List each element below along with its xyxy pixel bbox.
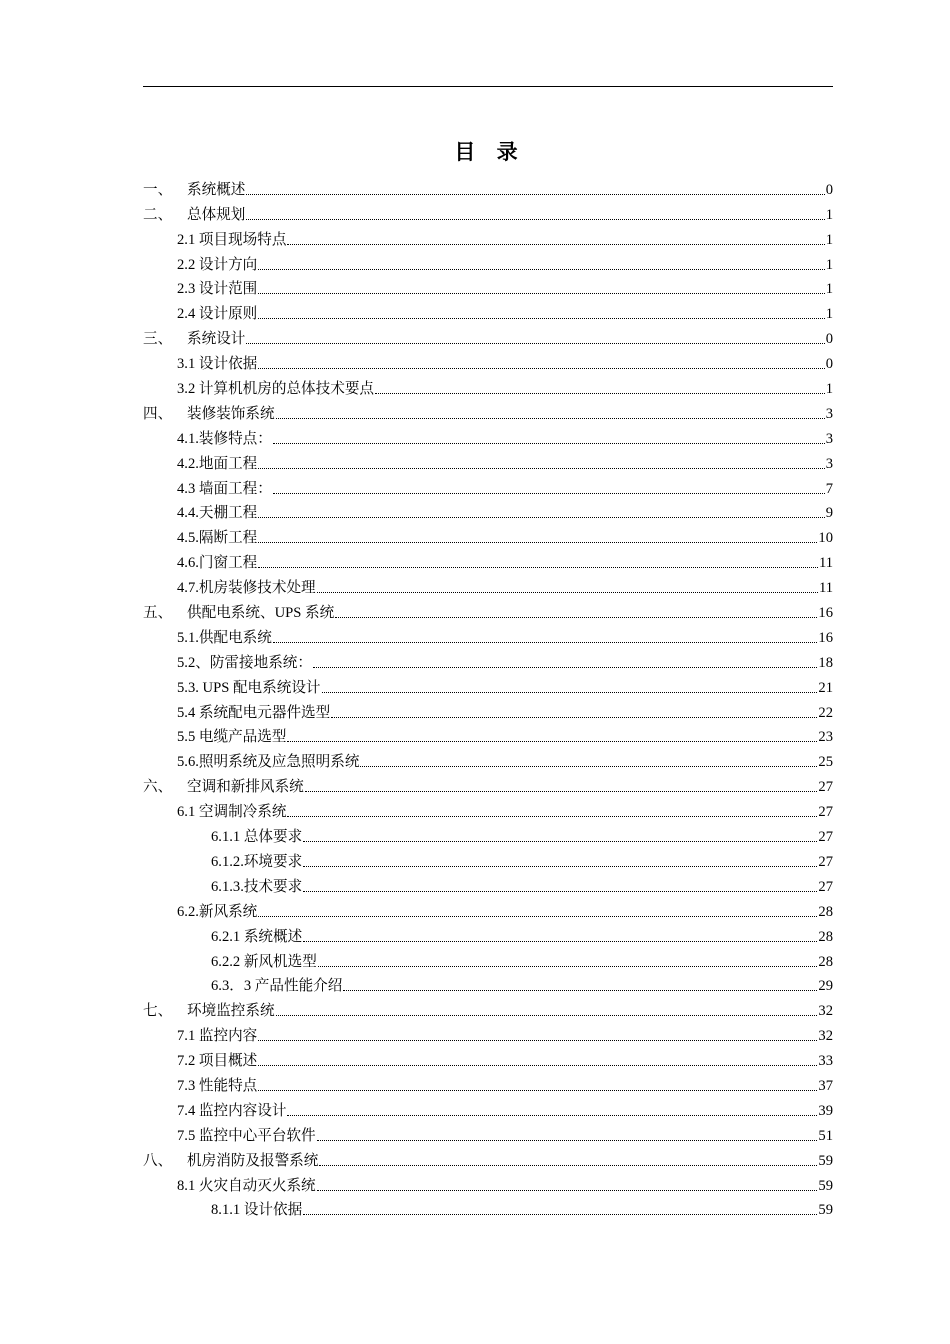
toc-dot-leader	[258, 916, 817, 917]
toc-entry-title: 6.1.2.环境要求	[211, 853, 303, 870]
toc-entry-title: 7.2 项目概述	[177, 1053, 258, 1070]
toc-entry-page-number: 7	[825, 480, 833, 497]
toc-dot-leader	[276, 1015, 818, 1016]
toc-dot-leader	[303, 1214, 817, 1215]
toc-entry-title: 供配电系统、UPS 系统	[187, 605, 335, 622]
toc-entry-page-number: 3	[825, 405, 833, 422]
toc-entry-page-number: 28	[818, 903, 833, 920]
toc-entry-title: 4.6.门窗工程	[177, 555, 258, 572]
toc-entry-title: 8.1 火灾自动灭火系统	[177, 1177, 316, 1194]
toc-entry-page-number: 32	[818, 1003, 833, 1020]
toc-entry-page-number: 27	[818, 804, 833, 821]
toc-entry[interactable]	[143, 946, 833, 971]
toc-entry-title: 6.1.3.技术要求	[211, 878, 303, 895]
toc-entry[interactable]	[143, 298, 833, 323]
toc-entry-title: 8.1.1 设计依据	[211, 1202, 303, 1219]
toc-entry-title: 4.4.天棚工程	[177, 505, 258, 522]
toc-entry[interactable]	[143, 398, 833, 423]
toc-entry-page-number: 59	[818, 1152, 833, 1169]
toc-entry-number: 三、	[143, 331, 173, 348]
toc-entry-title: 6.2.1 系统概述	[211, 928, 303, 945]
toc-entry-number: 六、	[143, 779, 173, 796]
toc-dot-leader	[303, 941, 817, 942]
toc-entry-number: 七、	[143, 1003, 173, 1020]
toc-entry-page-number: 23	[818, 729, 833, 746]
toc-entry-title: 7.5 监控中心平台软件	[177, 1127, 316, 1144]
toc-entry-title: 7.4 监控内容设计	[177, 1102, 287, 1119]
toc-dot-leader	[375, 393, 825, 394]
toc-entry[interactable]	[143, 821, 833, 846]
toc-entry-title: 5.2、防雷接地系统：	[177, 654, 312, 671]
toc-entry[interactable]	[143, 647, 833, 672]
toc-entry-title: 2.3 设计范围	[177, 281, 258, 298]
toc-entry[interactable]	[143, 522, 833, 547]
toc-entry-title: 5.5 电缆产品选型	[177, 729, 287, 746]
toc-entry-page-number: 27	[818, 853, 833, 870]
toc-entry[interactable]	[143, 1120, 833, 1145]
toc-entry-number: 一、	[143, 181, 173, 198]
toc-dot-leader	[335, 617, 817, 618]
toc-entry[interactable]	[143, 697, 833, 722]
toc-entry[interactable]	[143, 373, 833, 398]
toc-dot-leader	[322, 692, 818, 693]
toc-dot-leader	[273, 443, 825, 444]
toc-entry-page-number: 59	[818, 1202, 833, 1219]
toc-entry-title: 空调和新排风系统	[187, 779, 304, 796]
toc-entry[interactable]	[143, 1195, 833, 1220]
toc-entry-page-number: 21	[818, 679, 833, 696]
toc-entry-number: 二、	[143, 206, 173, 223]
toc-dot-leader	[360, 766, 817, 767]
toc-dot-leader	[303, 866, 817, 867]
toc-entry[interactable]	[143, 323, 833, 348]
toc-entry-page-number: 28	[818, 953, 833, 970]
toc-entry[interactable]	[143, 1170, 833, 1195]
toc-entry-page-number: 51	[818, 1127, 833, 1144]
toc-dot-leader	[273, 493, 825, 494]
toc-entry-page-number: 18	[818, 654, 833, 671]
toc-entry[interactable]	[143, 672, 833, 697]
toc-dot-leader	[305, 791, 818, 792]
toc-entry[interactable]	[143, 622, 833, 647]
toc-dot-leader	[287, 1115, 817, 1116]
toc-dot-leader	[273, 642, 818, 643]
toc-entry-title: 2.4 设计原则	[177, 306, 258, 323]
toc-entry[interactable]	[143, 199, 833, 224]
toc-entry-page-number: 32	[818, 1028, 833, 1045]
toc-entry[interactable]	[143, 1145, 833, 1170]
toc-entry-page-number: 16	[818, 629, 833, 646]
toc-dot-leader	[317, 1140, 818, 1141]
toc-entry[interactable]	[143, 1095, 833, 1120]
toc-entry[interactable]	[143, 274, 833, 299]
toc-entry[interactable]	[143, 473, 833, 498]
toc-entry-page-number: 0	[825, 181, 833, 198]
toc-dot-leader	[258, 1065, 817, 1066]
toc-entry-page-number: 25	[818, 754, 833, 771]
toc-dot-leader	[331, 717, 817, 718]
toc-entry-page-number: 16	[818, 605, 833, 622]
toc-entry-page-number: 1	[825, 281, 833, 298]
toc-entry[interactable]	[143, 498, 833, 523]
toc-entry-title: 7.3 性能特点	[177, 1077, 258, 1094]
toc-entry-title: 装修装饰系统	[187, 405, 275, 422]
toc-entry[interactable]	[143, 1020, 833, 1045]
toc-dot-leader	[276, 418, 825, 419]
toc-dot-leader	[246, 194, 824, 195]
toc-entry-title: 5.4 系统配电元器件选型	[177, 704, 331, 721]
toc-entry-number: 四、	[143, 405, 173, 422]
toc-dot-leader	[246, 343, 824, 344]
toc-entry-title: 3.2 计算机机房的总体技术要点	[177, 381, 375, 398]
toc-entry-page-number: 1	[825, 256, 833, 273]
toc-entry[interactable]	[143, 224, 833, 249]
toc-dot-leader	[246, 219, 824, 220]
toc-entry-page-number: 1	[825, 381, 833, 398]
toc-entry-page-number: 11	[818, 555, 833, 572]
toc-entry-page-number: 3	[825, 455, 833, 472]
toc-entry-page-number: 11	[818, 580, 833, 597]
toc-entry[interactable]	[143, 348, 833, 373]
toc-dot-leader	[258, 293, 824, 294]
toc-dot-leader	[343, 990, 817, 991]
toc-entry-title: 总体规划	[187, 206, 246, 223]
toc-dot-leader	[258, 567, 818, 568]
toc-dot-leader	[317, 592, 818, 593]
toc-entry[interactable]	[143, 771, 833, 796]
toc-entry[interactable]	[143, 871, 833, 896]
toc-entry-page-number: 0	[825, 356, 833, 373]
toc-entry[interactable]	[143, 448, 833, 473]
toc-entry-page-number: 59	[818, 1177, 833, 1194]
toc-dot-leader	[258, 542, 817, 543]
toc-dot-leader	[258, 517, 824, 518]
toc-entry-number: 五、	[143, 605, 173, 622]
toc-dot-leader	[303, 841, 817, 842]
toc-entry[interactable]	[143, 597, 833, 622]
toc-entry-page-number: 29	[818, 978, 833, 995]
toc-entry-page-number: 1	[825, 306, 833, 323]
toc-entry-title: 6.3．3 产品性能介绍	[211, 978, 343, 995]
toc-entry[interactable]	[143, 921, 833, 946]
toc-entry[interactable]	[143, 896, 833, 921]
toc-entry-title: 6.2.2 新风机选型	[211, 953, 317, 970]
toc-dot-leader	[317, 1190, 818, 1191]
toc-entry-title: 4.1.装修特点：	[177, 430, 272, 447]
toc-entry-page-number: 27	[818, 779, 833, 796]
toc-dot-leader	[287, 741, 817, 742]
toc-entry-page-number: 1	[825, 231, 833, 248]
toc-entry[interactable]	[143, 1070, 833, 1095]
toc-entry-page-number: 1	[825, 206, 833, 223]
toc-entry[interactable]	[143, 174, 833, 199]
toc-entry-page-number: 9	[825, 505, 833, 522]
toc-entry-title: 7.1 监控内容	[177, 1028, 258, 1045]
header-rule	[143, 86, 833, 87]
toc-entry-title: 系统概述	[187, 181, 246, 198]
toc-entry-page-number: 27	[818, 878, 833, 895]
toc-entry-page-number: 33	[818, 1053, 833, 1070]
toc-dot-leader	[287, 244, 824, 245]
toc-dot-leader	[318, 966, 818, 967]
toc-entry-title: 6.1.1 总体要求	[211, 829, 303, 846]
toc-entry[interactable]	[143, 423, 833, 448]
toc-entry[interactable]	[143, 722, 833, 747]
table-of-contents	[143, 174, 833, 1219]
toc-entry-title: 5.6.照明系统及应急照明系统	[177, 754, 360, 771]
toc-dot-leader	[258, 368, 824, 369]
toc-entry-title: 2.1 项目现场特点	[177, 231, 287, 248]
toc-dot-leader	[258, 468, 824, 469]
toc-entry[interactable]	[143, 971, 833, 996]
toc-dot-leader	[258, 269, 824, 270]
toc-entry-page-number: 27	[818, 829, 833, 846]
toc-entry-page-number: 22	[818, 704, 833, 721]
toc-entry-title: 系统设计	[187, 331, 246, 348]
toc-entry[interactable]	[143, 796, 833, 821]
toc-entry-title: 2.2 设计方向	[177, 256, 258, 273]
toc-entry[interactable]	[143, 249, 833, 274]
toc-entry-title: 3.1 设计依据	[177, 356, 258, 373]
toc-title: 目 录	[454, 140, 526, 164]
toc-entry-title: 环境监控系统	[187, 1003, 275, 1020]
toc-entry[interactable]	[143, 995, 833, 1020]
toc-dot-leader	[313, 667, 817, 668]
toc-dot-leader	[258, 318, 824, 319]
toc-entry[interactable]	[143, 846, 833, 871]
toc-dot-leader	[287, 816, 817, 817]
toc-entry-title: 5.3. UPS 配电系统设计	[177, 679, 321, 696]
toc-entry-title: 6.2.新风系统	[177, 903, 258, 920]
toc-entry[interactable]	[143, 547, 833, 572]
toc-dot-leader	[303, 891, 817, 892]
toc-dot-leader	[258, 1090, 817, 1091]
toc-entry-title: 5.1.供配电系统	[177, 629, 272, 646]
toc-entry-number: 八、	[143, 1152, 173, 1169]
toc-entry-title: 机房消防及报警系统	[187, 1152, 319, 1169]
toc-entry-title: 4.7.机房装修技术处理	[177, 580, 316, 597]
toc-entry-title: 4.2.地面工程	[177, 455, 258, 472]
toc-entry-page-number: 3	[825, 430, 833, 447]
toc-entry-page-number: 37	[818, 1077, 833, 1094]
toc-entry-page-number: 28	[818, 928, 833, 945]
toc-entry-title: 4.5.隔断工程	[177, 530, 258, 547]
toc-entry-title: 6.1 空调制冷系统	[177, 804, 287, 821]
toc-entry[interactable]	[143, 1045, 833, 1070]
toc-entry[interactable]	[143, 572, 833, 597]
toc-entry-page-number: 0	[825, 331, 833, 348]
toc-entry[interactable]	[143, 746, 833, 771]
toc-entry-title: 4.3 墙面工程：	[177, 480, 272, 497]
toc-entry-page-number: 39	[818, 1102, 833, 1119]
toc-entry-page-number: 10	[818, 530, 833, 547]
toc-dot-leader	[258, 1040, 817, 1041]
toc-dot-leader	[319, 1165, 817, 1166]
